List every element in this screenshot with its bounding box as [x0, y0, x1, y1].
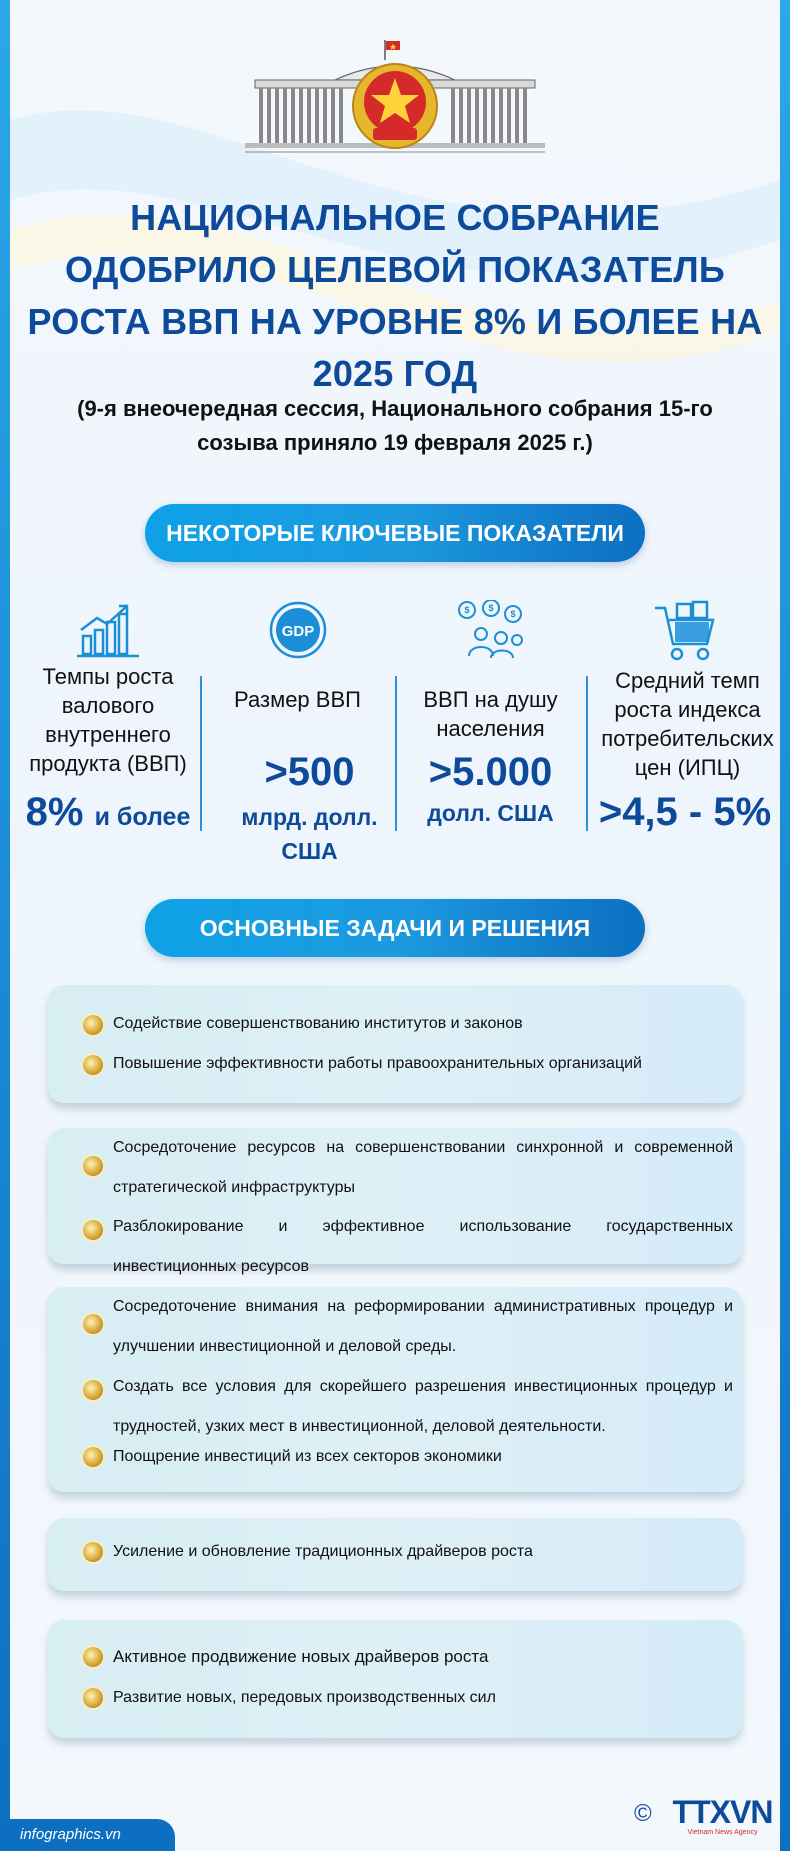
national-emblem	[245, 38, 545, 158]
task-item: Сосредоточение ресурсов на совершенствовании синхронной и современной стратегической инфраструктуры	[113, 1139, 733, 1196]
metric-divider	[200, 676, 202, 831]
right-frame-bar	[780, 0, 790, 1851]
metric-label: Размер ВВП	[234, 687, 361, 712]
dollar-glyph: $	[487, 603, 494, 613]
bullet-icon	[83, 1220, 103, 1240]
task-item: Разблокирование и эффективное использование государственных инвестиционных ресурсов	[113, 1218, 733, 1275]
bullet-icon	[83, 1055, 103, 1075]
metric-value: >500	[264, 750, 355, 794]
dollar-glyph: $	[509, 609, 516, 619]
footer-site-link[interactable]: infographics.vn	[0, 1819, 175, 1851]
shopping-cart-icon	[653, 600, 717, 664]
task-item: Поощрение инвестиций из всех секторов экономики	[113, 1448, 502, 1465]
metric-label: Средний темп роста индекса потребительских цен (ИПЦ)	[601, 668, 774, 780]
metric-cpi	[590, 600, 780, 870]
gdp-icon-text: GDP	[281, 623, 314, 640]
bullet-icon	[83, 1447, 103, 1467]
metric-label: Темпы роста валового внутреннего продукта (ВВП)	[29, 664, 187, 776]
logo-subtext: Vietnam News Agency	[687, 1829, 758, 1836]
task-card	[48, 1287, 742, 1492]
bullet-icon	[83, 1542, 103, 1562]
metric-gdp-size	[205, 600, 390, 870]
section-tasks-header: ОСНОВНЫЕ ЗАДАЧИ И РЕШЕНИЯ	[145, 899, 645, 957]
task-card	[48, 985, 742, 1103]
metric-value-unit: долл. США	[427, 800, 554, 826]
page-subtitle: (9-я внеочередная сессия, Национального собрания 15-го созыва приняло 19 февраля 2025 г.)	[77, 396, 713, 455]
task-card	[48, 1620, 742, 1738]
metric-divider	[586, 676, 588, 831]
bullet-icon	[83, 1647, 103, 1667]
metric-value-suffix: и более	[94, 803, 191, 831]
task-item: Содействие совершенствованию институтов и законов	[113, 1015, 523, 1032]
left-frame-bar	[0, 0, 10, 1851]
growth-chart-icon	[77, 600, 139, 658]
logo-text: TTXVN	[672, 1794, 773, 1830]
metric-value: >4,5 - 5%	[598, 790, 772, 834]
copyright-symbol: ©	[634, 1800, 652, 1827]
task-item: Развитие новых, передовых производственных сил	[113, 1689, 496, 1706]
task-card	[48, 1518, 742, 1591]
metric-value: >5.000	[428, 750, 553, 794]
task-item: Усиление и обновление традиционных драйверов роста	[113, 1543, 533, 1560]
bullet-icon	[83, 1156, 103, 1176]
metric-divider	[395, 676, 397, 831]
bullet-icon	[83, 1314, 103, 1334]
bullet-icon	[83, 1380, 103, 1400]
dollar-glyph: $	[463, 605, 470, 615]
task-item: Активное продвижение новых драйверов роста	[113, 1647, 489, 1666]
bullet-icon	[83, 1015, 103, 1035]
task-item: Повышение эффективности работы правоохранительных организаций	[113, 1055, 642, 1072]
metric-gdp-growth	[18, 600, 198, 870]
metric-value-unit: млрд. долл. США	[241, 804, 378, 864]
section-key-indicators-header: НЕКОТОРЫЕ КЛЮЧЕВЫЕ ПОКАЗАТЕЛИ	[145, 504, 645, 562]
people-money-icon	[455, 600, 527, 660]
metric-value: 8% и более	[25, 790, 191, 834]
task-item: Создать все условия для скорейшего разрешения инвестиционных процедур и трудностей, узких мест в инвестиционной, деловой деятельности.	[113, 1378, 733, 1435]
gdp-icon	[268, 600, 328, 660]
metric-gdp-per-capita	[398, 600, 583, 870]
task-item: Сосредоточение внимания на реформировании административных процедур и улучшении инвестиционной и деловой среды.	[113, 1298, 733, 1355]
metric-label: ВВП на душу населения	[423, 687, 558, 741]
ttxvn-logo	[665, 1795, 780, 1839]
task-card	[48, 1128, 742, 1275]
parliament-emblem-icon	[245, 38, 545, 158]
page-title: НАЦИОНАЛЬНОЕ СОБРАНИЕ ОДОБРИЛО ЦЕЛЕВОЙ ПОКАЗАТЕЛЬ РОСТА ВВП НА УРОВНЕ 8% И БОЛЕЕ НА 2025 ГОД	[27, 197, 763, 394]
bullet-icon	[83, 1688, 103, 1708]
